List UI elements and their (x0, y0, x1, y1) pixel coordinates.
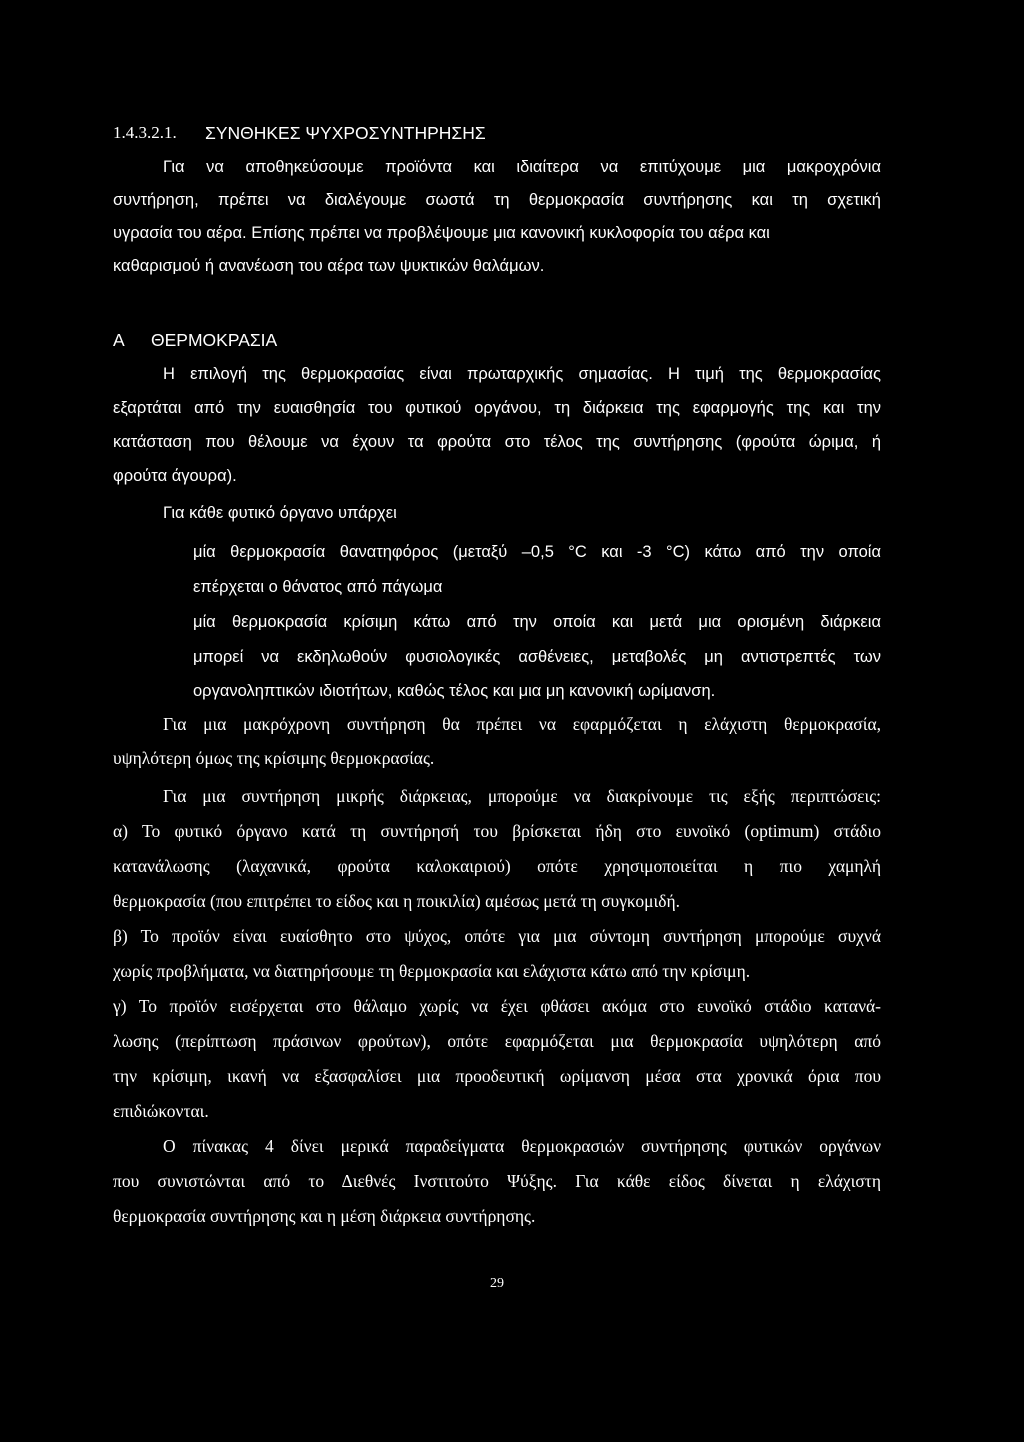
lethal-temp-line-1: μία θερμοκρασία θανατηφόρος (μεταξύ –0,5 °C και -3 °C) κάτω από την οποία (193, 543, 881, 561)
intro-line-2: συντήρηση, πρέπει να διαλέγουμε σωστά τη θερμοκρασία συντήρησης και τη σχετική (113, 191, 881, 209)
case-a-line-1: α) Το φυτικό όργανο κατά τη συντήρησή του βρίσκεται ήδη στο ευνοϊκό (optimum) στάδιο (113, 821, 881, 841)
table-ref-line-2: που συνιστώνται από το Διεθνές Ινστιτούτο Ψύξης. Για κάθε είδος δίνεται η ελάχιστη (113, 1171, 881, 1191)
lethal-temp-line-2: επέρχεται ο θάνατος από πάγωμα (193, 578, 443, 596)
section-title: ΣΥΝΘΗΚΕΣ ΨΥΧΡΟΣΥΝΤΗΡΗΣΗΣ (205, 123, 486, 143)
intro-line-1: Για να αποθηκεύσουμε προϊόντα και ιδιαίτερα να επιτύχουμε μια μακροχρόνια (163, 158, 881, 176)
temperature-line-2: εξαρτάται από την ευαισθησία του φυτικού οργάνου, τη διάρκεια της εφαρμογής της και την (113, 399, 881, 417)
case-c-line-2: λωσης (περίπτωση πράσινων φρούτων), οπότε εφαρμόζεται μια θερμοκρασία υψηλότερη από (113, 1031, 881, 1051)
section-number: 1.4.3.2.1. (113, 123, 177, 142)
temperature-line-1: Η επιλογή της θερμοκρασίας είναι πρωταρχικής σημασίας. Η τιμή της θερμοκρασίας (163, 365, 881, 383)
table-ref-line-3: θερμοκρασία συντήρησης και η μέση διάρκεια συντήρησης. (113, 1206, 536, 1226)
long-storage-line-1: Για μια μακρόχρονη συντήρηση θα πρέπει να εφαρμόζεται η ελάχιστη θερμοκρασία, (163, 714, 881, 734)
critical-temp-line-1: μία θερμοκρασία κρίσιμη κάτω από την οποία και μετά μια ορισμένη διάρκεια (193, 613, 881, 631)
temperature-line-3: κατάσταση που θέλουμε να έχουν τα φρούτα στο τέλος της συντήρησης (φρούτα ώριμα, ή (113, 433, 881, 451)
long-storage-line-2: υψηλότερη όμως της κρίσιμης θερμοκρασίας. (113, 748, 435, 768)
subsection-letter: Α (113, 330, 125, 350)
each-organ-line: Για κάθε φυτικό όργανο υπάρχει (163, 504, 397, 522)
critical-temp-line-3: οργανοληπτικών ιδιοτήτων, καθώς τέλος και μια μη κανονική ωρίμανση. (193, 682, 716, 700)
intro-line-4: καθαρισμού ή ανανέωση του αέρα των ψυκτικών θαλάμων. (113, 257, 545, 275)
case-a-line-2: κατανάλωσης (λαχανικά, φρούτα καλοκαιριού) οπότε χρησιμοποιείται η πιο χαμηλή (113, 856, 881, 876)
case-c-line-1: γ) Το προϊόν εισέρχεται στο θάλαμο χωρίς να έχει φθάσει ακόμα στο ευνοϊκό στάδιο κατανά- (113, 996, 881, 1016)
case-b-line-2: χωρίς προβλήματα, να διατηρήσουμε τη θερμοκρασία και ελάχιστα κάτω από την κρίσιμη. (113, 961, 751, 981)
table-ref-line-1: Ο πίνακας 4 δίνει μερικά παραδείγματα θερμοκρασιών συντήρησης φυτικών οργάνων (163, 1136, 881, 1156)
case-c-line-3: την κρίσιμη, ικανή να εξασφαλίσει μια προοδευτική ωρίμανση μέσα στα χρονικά όρια που (113, 1066, 881, 1086)
subsection-title: ΘΕΡΜΟΚΡΑΣΙΑ (151, 330, 278, 350)
short-storage-intro: Για μια συντήρηση μικρής διάρκειας, μπορούμε να διακρίνουμε τις εξής περιπτώσεις: (163, 786, 881, 806)
case-a-line-3: θερμοκρασία (που επιτρέπει το είδος και η ποικιλία) αμέσως μετά τη συγκομιδή. (113, 891, 680, 911)
case-c-line-4: επιδιώκονται. (113, 1101, 209, 1121)
critical-temp-line-2: μπορεί να εκδηλωθούν φυσιολογικές ασθένειες, μεταβολές μη αντιστρεπτές των (193, 648, 881, 666)
page-number: 29 (490, 1276, 504, 1291)
case-b-line-1: β) Το προϊόν είναι ευαίσθητο στο ψύχος, οπότε για μια σύντομη συντήρηση μπορούμε συχνά (113, 926, 881, 946)
temperature-line-4: φρούτα άγουρα). (113, 467, 237, 485)
intro-line-3: υγρασία του αέρα. Επίσης πρέπει να προβλέψουμε μια κανονική κυκλοφορία του αέρα και (113, 224, 770, 242)
